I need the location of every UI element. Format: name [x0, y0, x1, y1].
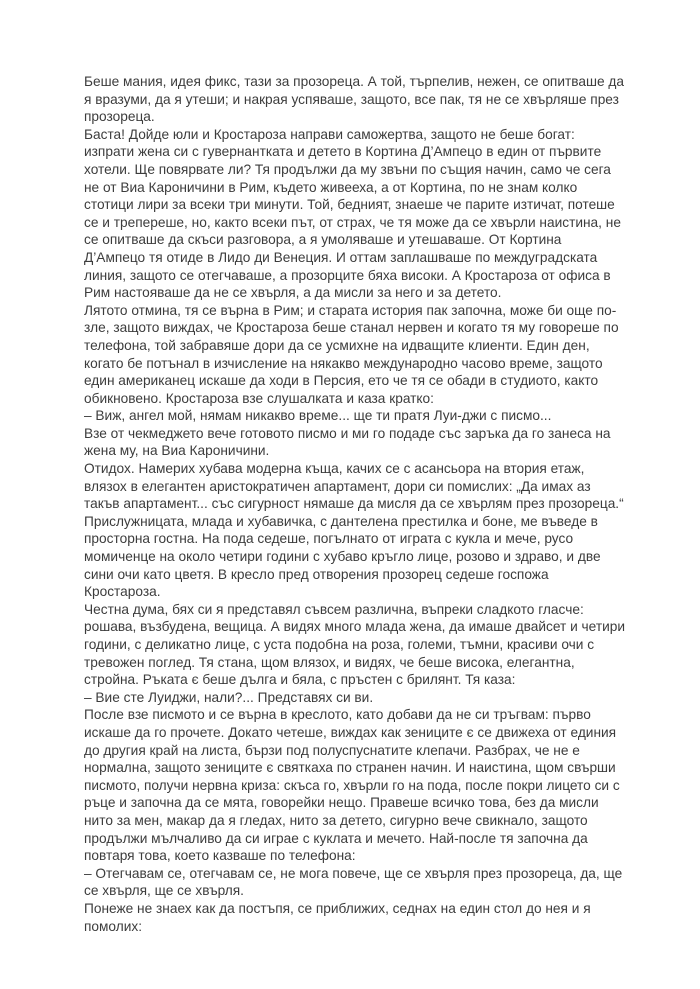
paragraph: Взе от чекмеджето вече готовото писмо и ми го подаде със заръка да го занеса на жена му, на Виа Кароничини. [84, 425, 611, 459]
paragraph: Честна дума, бях си я представял съвсем различна, въпреки сладкото гласче: рошава, възбудена, вещица. А видях много млада жена, да имаше двайсет и четири години, с деликатно лице, с уста подобна на роза, големи, тъмни, красиви очи с тревожен поглед. Тя стана, щом влязох, и видях, че беше висока, елегантна, стройна. Ръката є беше дълга и бяла, с пръстен с брилянт. Тя каза: [84, 601, 625, 688]
paragraph: Понеже не знаех как да постъпя, се приближих, седнах на един стол до нея и я помолих: [84, 900, 591, 934]
paragraph: Беше мания, идея фикс, тази за прозореца. А той, търпелив, нежен, се опитваше да я вразуми, да я утеши; и накрая успяваше, защото, все пак, тя не се хвърляше през прозореца. [84, 74, 624, 125]
paragraph: Отидох. Намерих хубава модерна къща, качих се с асансьора на втория етаж, влязох в елегантен аристократичен апартамент, дори си помислих: „Да имах аз такъв апартамент... със сигурност нямаше да мисля да се хвърлям през прозореца.“ Прислужницата, млада и хубавичка, с дантелена престилка и боне, ме въведе в просторна гостна. На пода седеше, погълнато от играта с кукла и мече, русо момиченце на около четири години с хубаво кръгло лице, розово и здраво, и две сини очи като цветя. В кресло пред отворения прозорец седеше госпожа Кростароза. [84, 461, 624, 600]
paragraph: Лятото отмина, тя се върна в Рим; и старата история пак започна, може би още по-зле, защото виждах, че Кростароза беше станал нервен и когато тя му говореше по телефона, той забравяше дори да се усмихне на идващите клиенти. Един ден, когато бе потънал в изчисление на някакво международно часово време, защото един американец искаше да ходи в Персия, ето че тя се обади в студиото, както обикновено. Кростароза взе слушалката и каза кратко: [84, 302, 619, 406]
dialogue-line: – Виж, ангел мой, нямам никакво време... ще ти пратя Луи-джи с писмо... [84, 408, 552, 424]
document-body [84, 73, 626, 935]
paragraph: Баста! Дойде юли и Кростароза направи саможертва, защото не беше богат: изпрати жена си с гувернантката и детето в Кортина Д’Ампецо в един от първите хотели. Ще повярвате ли? Тя продължи да му звъни по същия начин, само че сега не от Виа Кароничини в Рим, където живееха, а от Кортина, по не знам колко стотици лири за всеки три минути. Той, бедният, знаеше че парите изтичат, потеше се и трепереше, но, както всеки път, от страх, че тя може да се хвърли наистина, не се опитваше да скъси разговора, а я умоляваше и утешаваше. От Кортина Д’Ампецо тя отиде в Лидо ди Венеция. И оттам заплашваше по междуградската линия, защото се отегчаваше, а прозорците бяха високи. А Кростароза от офиса в Рим настояваше да не се хвърля, а да мисли за него и за детето. [84, 126, 621, 301]
dialogue-line: – Вие сте Луиджи, нали?... Представях си ви. [84, 689, 374, 705]
paragraph: После взе писмото и се върна в креслото, като добави да не си тръгвам: първо искаше да го прочете. Докато четеше, виждах как зениците є се движеха от единия до другия край на листа, бързи под полуспуснатите клепачи. Разбрах, че не е нормална, защото зениците є святкаха по странен начин. И наистина, щом свърши писмото, получи нервна криза: скъса го, хвърли го на пода, после покри лицето си с ръце и започна да се мята, говорейки нещо. Правеше всичко това, без да мисли нито за мен, макар да я гледах, нито за детето, сигурно вече свикнало, защото продължи мълчаливо да си играе с куклата и мечето. Най-после тя започна да повтаря това, което казваше по телефона: [84, 707, 620, 864]
dialogue-line: – Отегчавам се, отегчавам се, не мога повече, ще се хвърля през прозореца, да, ще се хвърля, ще се хвърля. [84, 865, 623, 899]
